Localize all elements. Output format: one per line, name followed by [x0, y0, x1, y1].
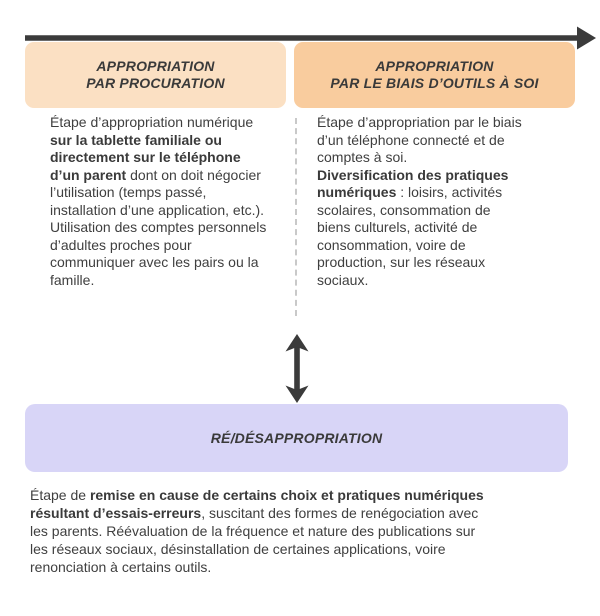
reappropriation-desc-part3: , suscitant des formes de renégociation avec les parents. Réévaluation de la fréquence et nature des publications sur les réseaux sociaux, désinstallation de certaines applications, voire renonciation à certains outils.	[30, 505, 479, 575]
stage2-title-line1: APPROPRIATION	[375, 58, 494, 74]
stage1-desc-bold: sur la tablette familiale ou directement sur le téléphone d’un parent	[50, 131, 241, 183]
stage1-description	[50, 114, 274, 289]
stage1-box	[25, 42, 286, 108]
stage1-desc-part3: dont on doit négocier l’utilisation (temps passé, installation d’une application, etc.). Utilisation des comptes personnels d’adultes proches pour communiquer avec les pairs ou la famille.	[50, 166, 267, 288]
reappropriation-desc-bold: remise en cause de certains choix et pratiques numériques résultant d’essais-erreurs	[30, 487, 484, 521]
stage1-title-line1: APPROPRIATION	[96, 58, 215, 74]
stage2-desc-rest: : loisirs, activités scolaires, consommation de biens culturels, activité de consommation, voire de production, sur les réseaux sociaux.	[317, 184, 503, 288]
reappropriation-title: RÉ/DÉSAPPROPRIATION	[210, 430, 383, 446]
stage-divider-dashed-line	[295, 118, 297, 316]
stage2-desc-para1: Étape d’appropriation par le biais d’un téléphone connecté et de comptes à soi.	[317, 114, 522, 165]
stage2-title-line2: PAR LE BIAIS D’OUTILS À SOI	[330, 75, 539, 91]
stage2-box	[294, 42, 575, 108]
stage1-desc-part1: Étape d’appropriation numérique	[50, 114, 254, 130]
up-down-arrow-icon	[277, 334, 317, 403]
stage1-title-line2: PAR PROCURATION	[86, 75, 225, 91]
stage2-description	[317, 114, 527, 289]
reappropriation-box	[25, 404, 568, 472]
reappropriation-description	[30, 486, 492, 576]
stage2-desc-bold: Diversification des pratiques numériques	[317, 166, 509, 200]
reappropriation-desc-part1: Étape de	[30, 487, 90, 503]
